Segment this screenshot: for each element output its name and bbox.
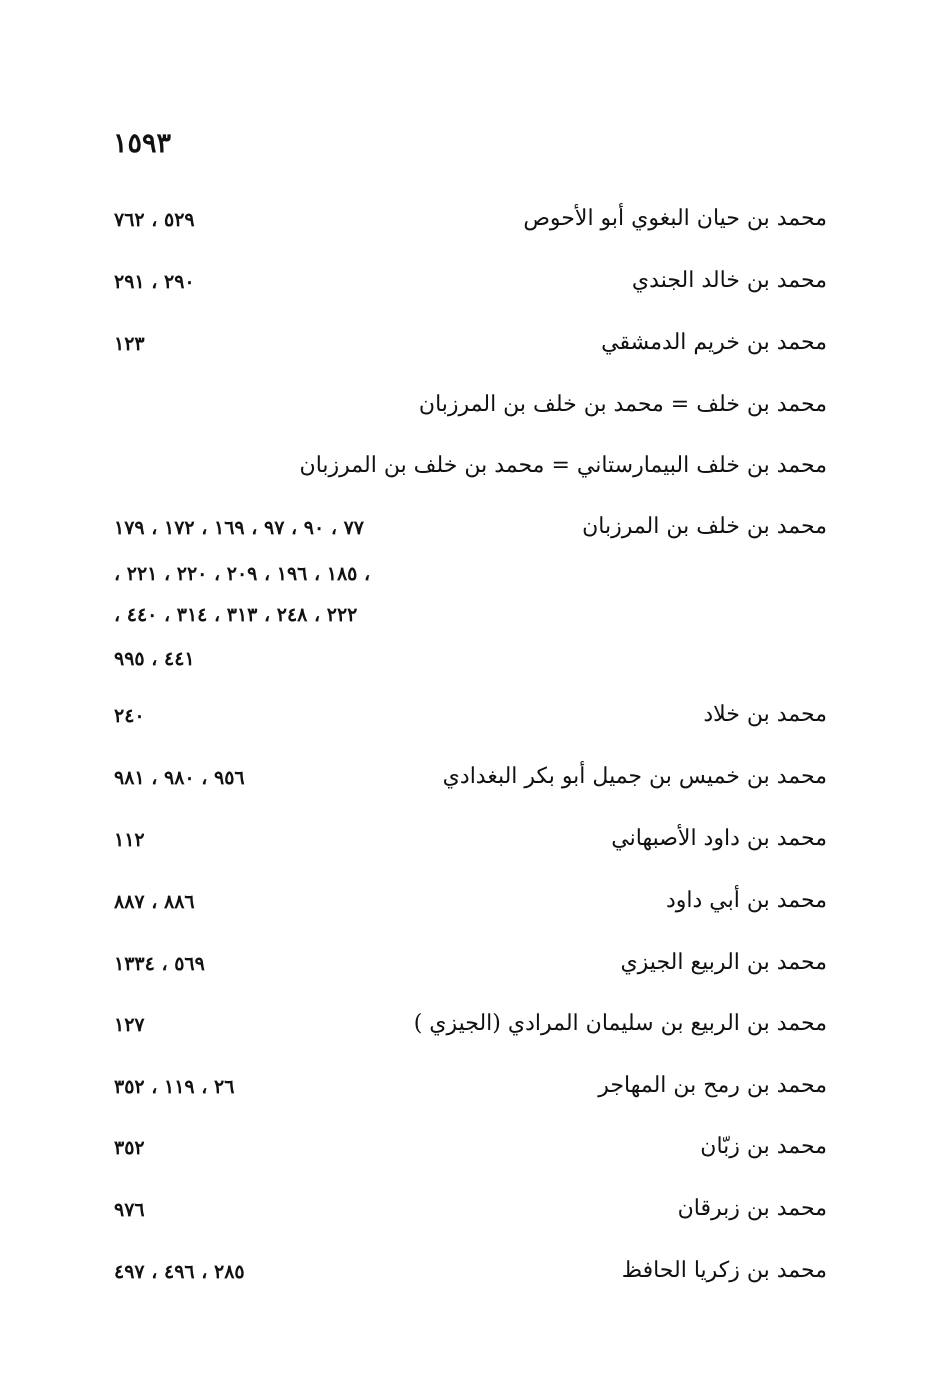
entry-name: محمد بن زبرقان (677, 1196, 827, 1221)
entry-name: محمد بن خلاد (703, 702, 827, 727)
entry-name: محمد بن الربيع الجيزي (620, 950, 827, 975)
entry-name: محمد بن خلف البيمارستاني = محمد بن خلف بن المرزبان (299, 453, 827, 478)
entry-pages: ٣٥٢ (114, 1137, 145, 1159)
entry-name: محمد بن حيان البغوي أبو الأحوص (523, 206, 827, 231)
entry-name: محمد بن زبّان (700, 1134, 827, 1159)
entry-name: محمد بن خالد الجندي (631, 268, 827, 293)
entry-pages: ، ١٨٥ ، ١٩٦ ، ٢٠٩ ، ٢٢٠ ، ٢٢١ ، (114, 563, 371, 585)
entry-name: محمد بن أبي داود (665, 888, 827, 913)
entry-pages: ٢٨٥ ، ٤٩٦ ، ٤٩٧ (114, 1261, 245, 1283)
entry-pages: ٩٥٦ ، ٩٨٠ ، ٩٨١ (114, 767, 245, 789)
entry-pages: ٩٧٦ (114, 1199, 145, 1221)
entry-pages: ٨٨٦ ، ٨٨٧ (114, 891, 195, 913)
page-number: ١٥٩٣ (113, 128, 172, 159)
entry-name: محمد بن رمح بن المهاجر (598, 1073, 827, 1098)
entry-pages: ٤٤١ ، ٩٩٥ (114, 648, 195, 670)
entry-pages: ١٢٣ (114, 333, 145, 355)
entry-pages: ٢٦ ، ١١٩ ، ٣٥٢ (114, 1076, 235, 1098)
entry-name: محمد بن خريم الدمشقي (601, 330, 827, 355)
entry-name: محمد بن خميس بن جميل أبو بكر البغدادي (442, 764, 827, 789)
entry-name: محمد بن داود الأصبهاني (611, 826, 827, 851)
entry-pages: ١١٢ (114, 829, 145, 851)
entry-name: محمد بن زكريا الحافظ (621, 1258, 827, 1283)
entry-name: محمد بن خلف = محمد بن خلف بن المرزبان (418, 392, 827, 417)
entry-pages: ٢٤٠ (114, 705, 145, 727)
entry-pages: ٥٢٩ ، ٧٦٢ (114, 209, 195, 231)
entry-name: محمد بن الربيع بن سليمان المرادي (الجيزي ) (413, 1011, 827, 1036)
entry-name: محمد بن خلف بن المرزبان (582, 514, 827, 539)
entry-pages: ٧٧ ، ٩٠ ، ٩٧ ، ١٦٩ ، ١٧٢ ، ١٧٩ (114, 517, 365, 539)
entry-pages: ١٢٧ (114, 1014, 145, 1036)
entry-pages: ٥٦٩ ، ١٣٣٤ (114, 953, 205, 975)
entry-pages: ٢٩٠ ، ٢٩١ (114, 271, 195, 293)
entry-pages: ٢٢٢ ، ٢٤٨ ، ٣١٣ ، ٣١٤ ، ٤٤٠ ، (114, 604, 358, 626)
